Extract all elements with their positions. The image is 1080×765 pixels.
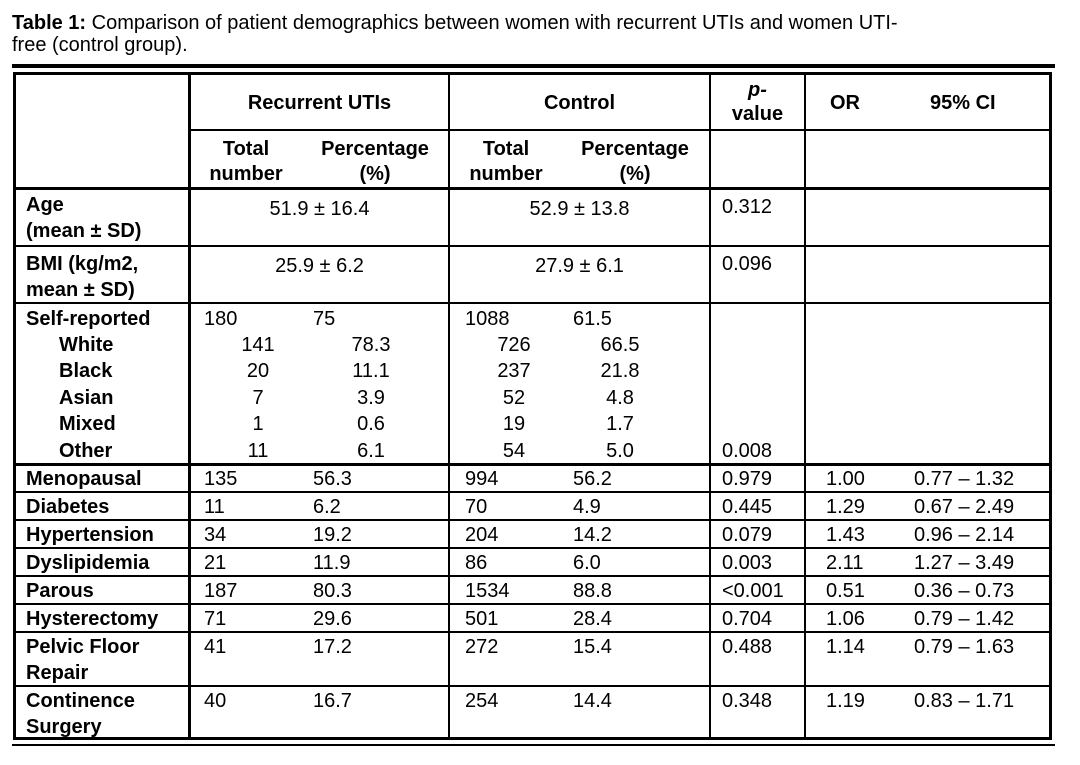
header-ctl-pct-2: (%)	[619, 163, 651, 185]
menopausal-rec-percent: 56.3	[313, 468, 352, 490]
race-asian-ctl-percent: 4.8	[606, 387, 634, 409]
hypertension-or: 1.43	[826, 524, 865, 546]
row-label-dyslipidemia: Dyslipidemia	[26, 552, 150, 574]
parous-or: 0.51	[826, 580, 865, 602]
menopausal-rec-number: 135	[204, 468, 238, 490]
row-label-continence-1: Continence	[26, 690, 135, 712]
race-other-ctl-number: 54	[502, 440, 526, 462]
continence-rec-number: 40	[204, 690, 227, 712]
parous-ctl-number: 1534	[465, 580, 510, 602]
hypertension-ctl-percent: 14.2	[573, 524, 612, 546]
menopausal-ctl-number: 994	[465, 468, 499, 490]
dyslipidemia-rec-number: 21	[204, 552, 227, 574]
header-recurrent-utis: Recurrent UTIs	[247, 92, 392, 114]
menopausal-ci: 0.77 – 1.32	[914, 468, 1015, 490]
header-or: OR	[830, 92, 860, 114]
divider-pelvic-continence	[13, 685, 1052, 687]
row-label-hypertension: Hypertension	[26, 524, 154, 546]
header-rec-total-1: Total	[222, 138, 270, 160]
caption-lead: Table 1:	[12, 12, 87, 34]
row-label-pelvic-1: Pelvic Floor	[26, 636, 140, 658]
parous-ctl-percent: 88.8	[573, 580, 612, 602]
row-label-self-reported: Self-reported	[26, 308, 151, 330]
header-p-value-line-2: value	[731, 103, 784, 125]
diabetes-ci: 0.67 – 2.49	[914, 496, 1015, 518]
bmi-recurrent-value: 25.9 ± 6.2	[275, 255, 364, 277]
race-asian-label: Asian	[59, 387, 114, 409]
race-asian-ctl-number: 52	[502, 387, 526, 409]
divider-header-sub	[188, 129, 1052, 131]
divider-diabetes-hypertension	[13, 519, 1052, 521]
diabetes-ctl-number: 70	[465, 496, 488, 518]
hypertension-rec-number: 34	[204, 524, 227, 546]
race-total-ctl-number: 1088	[465, 308, 510, 330]
race-p-value: 0.008	[722, 440, 773, 462]
top-rule	[12, 64, 1055, 68]
race-white-rec-percent: 78.3	[351, 334, 391, 356]
divider-pvalue-or	[804, 72, 806, 740]
parous-ci: 0.36 – 0.73	[914, 580, 1015, 602]
divider-dyslipidemia-parous	[13, 575, 1052, 577]
race-white-label: White	[59, 334, 114, 356]
bottom-rule	[12, 744, 1055, 746]
race-mixed-rec-number: 1	[252, 413, 264, 435]
header-95-ci: 95% CI	[930, 92, 996, 114]
continence-ctl-percent: 14.4	[573, 690, 612, 712]
diabetes-p-value: 0.445	[722, 496, 773, 518]
diabetes-rec-number: 11	[204, 496, 225, 518]
row-label-menopausal: Menopausal	[26, 468, 142, 490]
table-caption	[12, 12, 1052, 56]
header-rec-pct-1: Percentage	[321, 138, 429, 160]
parous-p-value: <0.001	[722, 580, 784, 602]
menopausal-p-value: 0.979	[722, 468, 773, 490]
continence-rec-percent: 16.7	[313, 690, 352, 712]
continence-ctl-number: 254	[465, 690, 499, 712]
row-label-hysterectomy: Hysterectomy	[26, 608, 159, 630]
hypertension-ctl-number: 204	[465, 524, 499, 546]
row-label-bmi-1: BMI (kg/m2,	[26, 253, 139, 275]
race-white-ctl-percent: 66.5	[600, 334, 640, 356]
race-black-rec-number: 20	[246, 360, 270, 382]
header-ctl-total-1: Total	[482, 138, 530, 160]
header-rec-pct-2: (%)	[359, 163, 391, 185]
pelvic-ctl-percent: 15.4	[573, 636, 612, 658]
race-black-label: Black	[59, 360, 113, 382]
menopausal-or: 1.00	[826, 468, 865, 490]
hysterectomy-rec-percent: 29.6	[313, 608, 352, 630]
row-label-age-1: Age	[26, 194, 64, 216]
pelvic-ctl-number: 272	[465, 636, 499, 658]
header-ctl-pct-1: Percentage	[581, 138, 689, 160]
bmi-control-value: 27.9 ± 6.1	[535, 255, 624, 277]
continence-ci: 0.83 – 1.71	[914, 690, 1015, 712]
race-black-rec-percent: 11.1	[352, 360, 390, 382]
age-control-value: 52.9 ± 13.8	[529, 198, 630, 220]
caption-line-1: Comparison of patient demographics between women with recurrent UTIs and women UTI-	[86, 12, 898, 34]
divider-parous-hysterectomy	[13, 603, 1052, 605]
continence-or: 1.19	[826, 690, 865, 712]
race-asian-rec-percent: 3.9	[357, 387, 385, 409]
hysterectomy-p-value: 0.704	[722, 608, 773, 630]
pelvic-or: 1.14	[826, 636, 865, 658]
divider-hysterectomy-pelvic	[13, 631, 1052, 633]
hypertension-p-value: 0.079	[722, 524, 773, 546]
row-label-parous: Parous	[26, 580, 94, 602]
row-label-pelvic-2: Repair	[26, 662, 89, 684]
race-other-ctl-percent: 5.0	[606, 440, 634, 462]
row-label-continence-2: Surgery	[26, 716, 102, 738]
header-control: Control	[543, 92, 616, 114]
race-mixed-ctl-number: 19	[502, 413, 526, 435]
bmi-p-value: 0.096	[722, 253, 773, 275]
hysterectomy-ctl-number: 501	[465, 608, 499, 630]
race-black-ctl-percent: 21.8	[600, 360, 640, 382]
dyslipidemia-rec-percent: 11.9	[313, 552, 351, 574]
menopausal-ctl-percent: 56.2	[573, 468, 612, 490]
age-p-value: 0.312	[722, 196, 773, 218]
divider-bmi-race	[13, 302, 1052, 304]
race-other-rec-percent: 6.1	[357, 440, 385, 462]
divider-label-column	[188, 72, 191, 740]
race-mixed-rec-percent: 0.6	[357, 413, 385, 435]
dyslipidemia-ctl-percent: 6.0	[573, 552, 601, 574]
divider-control-pvalue	[709, 72, 711, 740]
diabetes-rec-percent: 6.2	[313, 496, 341, 518]
pelvic-rec-percent: 17.2	[313, 636, 352, 658]
row-label-age-2: (mean ± SD)	[26, 220, 142, 242]
dyslipidemia-or: 2.11	[826, 552, 864, 574]
dyslipidemia-ci: 1.27 – 3.49	[914, 552, 1015, 574]
diabetes-ctl-percent: 4.9	[573, 496, 601, 518]
hysterectomy-rec-number: 71	[204, 608, 227, 630]
divider-header-body	[13, 187, 1052, 190]
hysterectomy-ci: 0.79 – 1.42	[914, 608, 1015, 630]
header-rec-total-2: number	[209, 163, 283, 185]
diabetes-or: 1.29	[826, 496, 865, 518]
race-black-ctl-number: 237	[497, 360, 531, 382]
divider-hypertension-dyslipidemia	[13, 547, 1052, 549]
pelvic-rec-number: 41	[204, 636, 227, 658]
hysterectomy-ctl-percent: 28.4	[573, 608, 612, 630]
row-label-bmi-2: mean ± SD)	[26, 279, 135, 301]
race-total-ctl-percent: 61.5	[573, 308, 612, 330]
race-white-ctl-number: 726	[497, 334, 531, 356]
parous-rec-percent: 80.3	[313, 580, 352, 602]
hypertension-ci: 0.96 – 2.14	[914, 524, 1015, 546]
race-other-rec-number: 11	[247, 440, 269, 462]
pelvic-p-value: 0.488	[722, 636, 773, 658]
dyslipidemia-p-value: 0.003	[722, 552, 773, 574]
caption-line-2: free (control group).	[12, 34, 188, 56]
pelvic-ci: 0.79 – 1.63	[914, 636, 1015, 658]
header-p-value-line-1: p-	[748, 79, 767, 101]
parous-rec-number: 187	[204, 580, 238, 602]
race-total-rec-percent: 75	[313, 308, 336, 330]
row-label-diabetes: Diabetes	[26, 496, 110, 518]
divider-recurrent-control	[448, 72, 450, 740]
divider-age-bmi	[13, 245, 1052, 247]
dyslipidemia-ctl-number: 86	[465, 552, 488, 574]
race-mixed-ctl-percent: 1.7	[606, 413, 634, 435]
age-recurrent-value: 51.9 ± 16.4	[269, 198, 370, 220]
race-asian-rec-number: 7	[252, 387, 264, 409]
continence-p-value: 0.348	[722, 690, 773, 712]
header-ctl-total-2: number	[469, 163, 543, 185]
hysterectomy-or: 1.06	[826, 608, 865, 630]
hypertension-rec-percent: 19.2	[313, 524, 352, 546]
divider-menopausal-diabetes	[13, 491, 1052, 493]
race-white-rec-number: 141	[241, 334, 275, 356]
race-mixed-label: Mixed	[59, 413, 116, 435]
race-total-rec-number: 180	[204, 308, 238, 330]
race-other-label: Other	[59, 440, 113, 462]
